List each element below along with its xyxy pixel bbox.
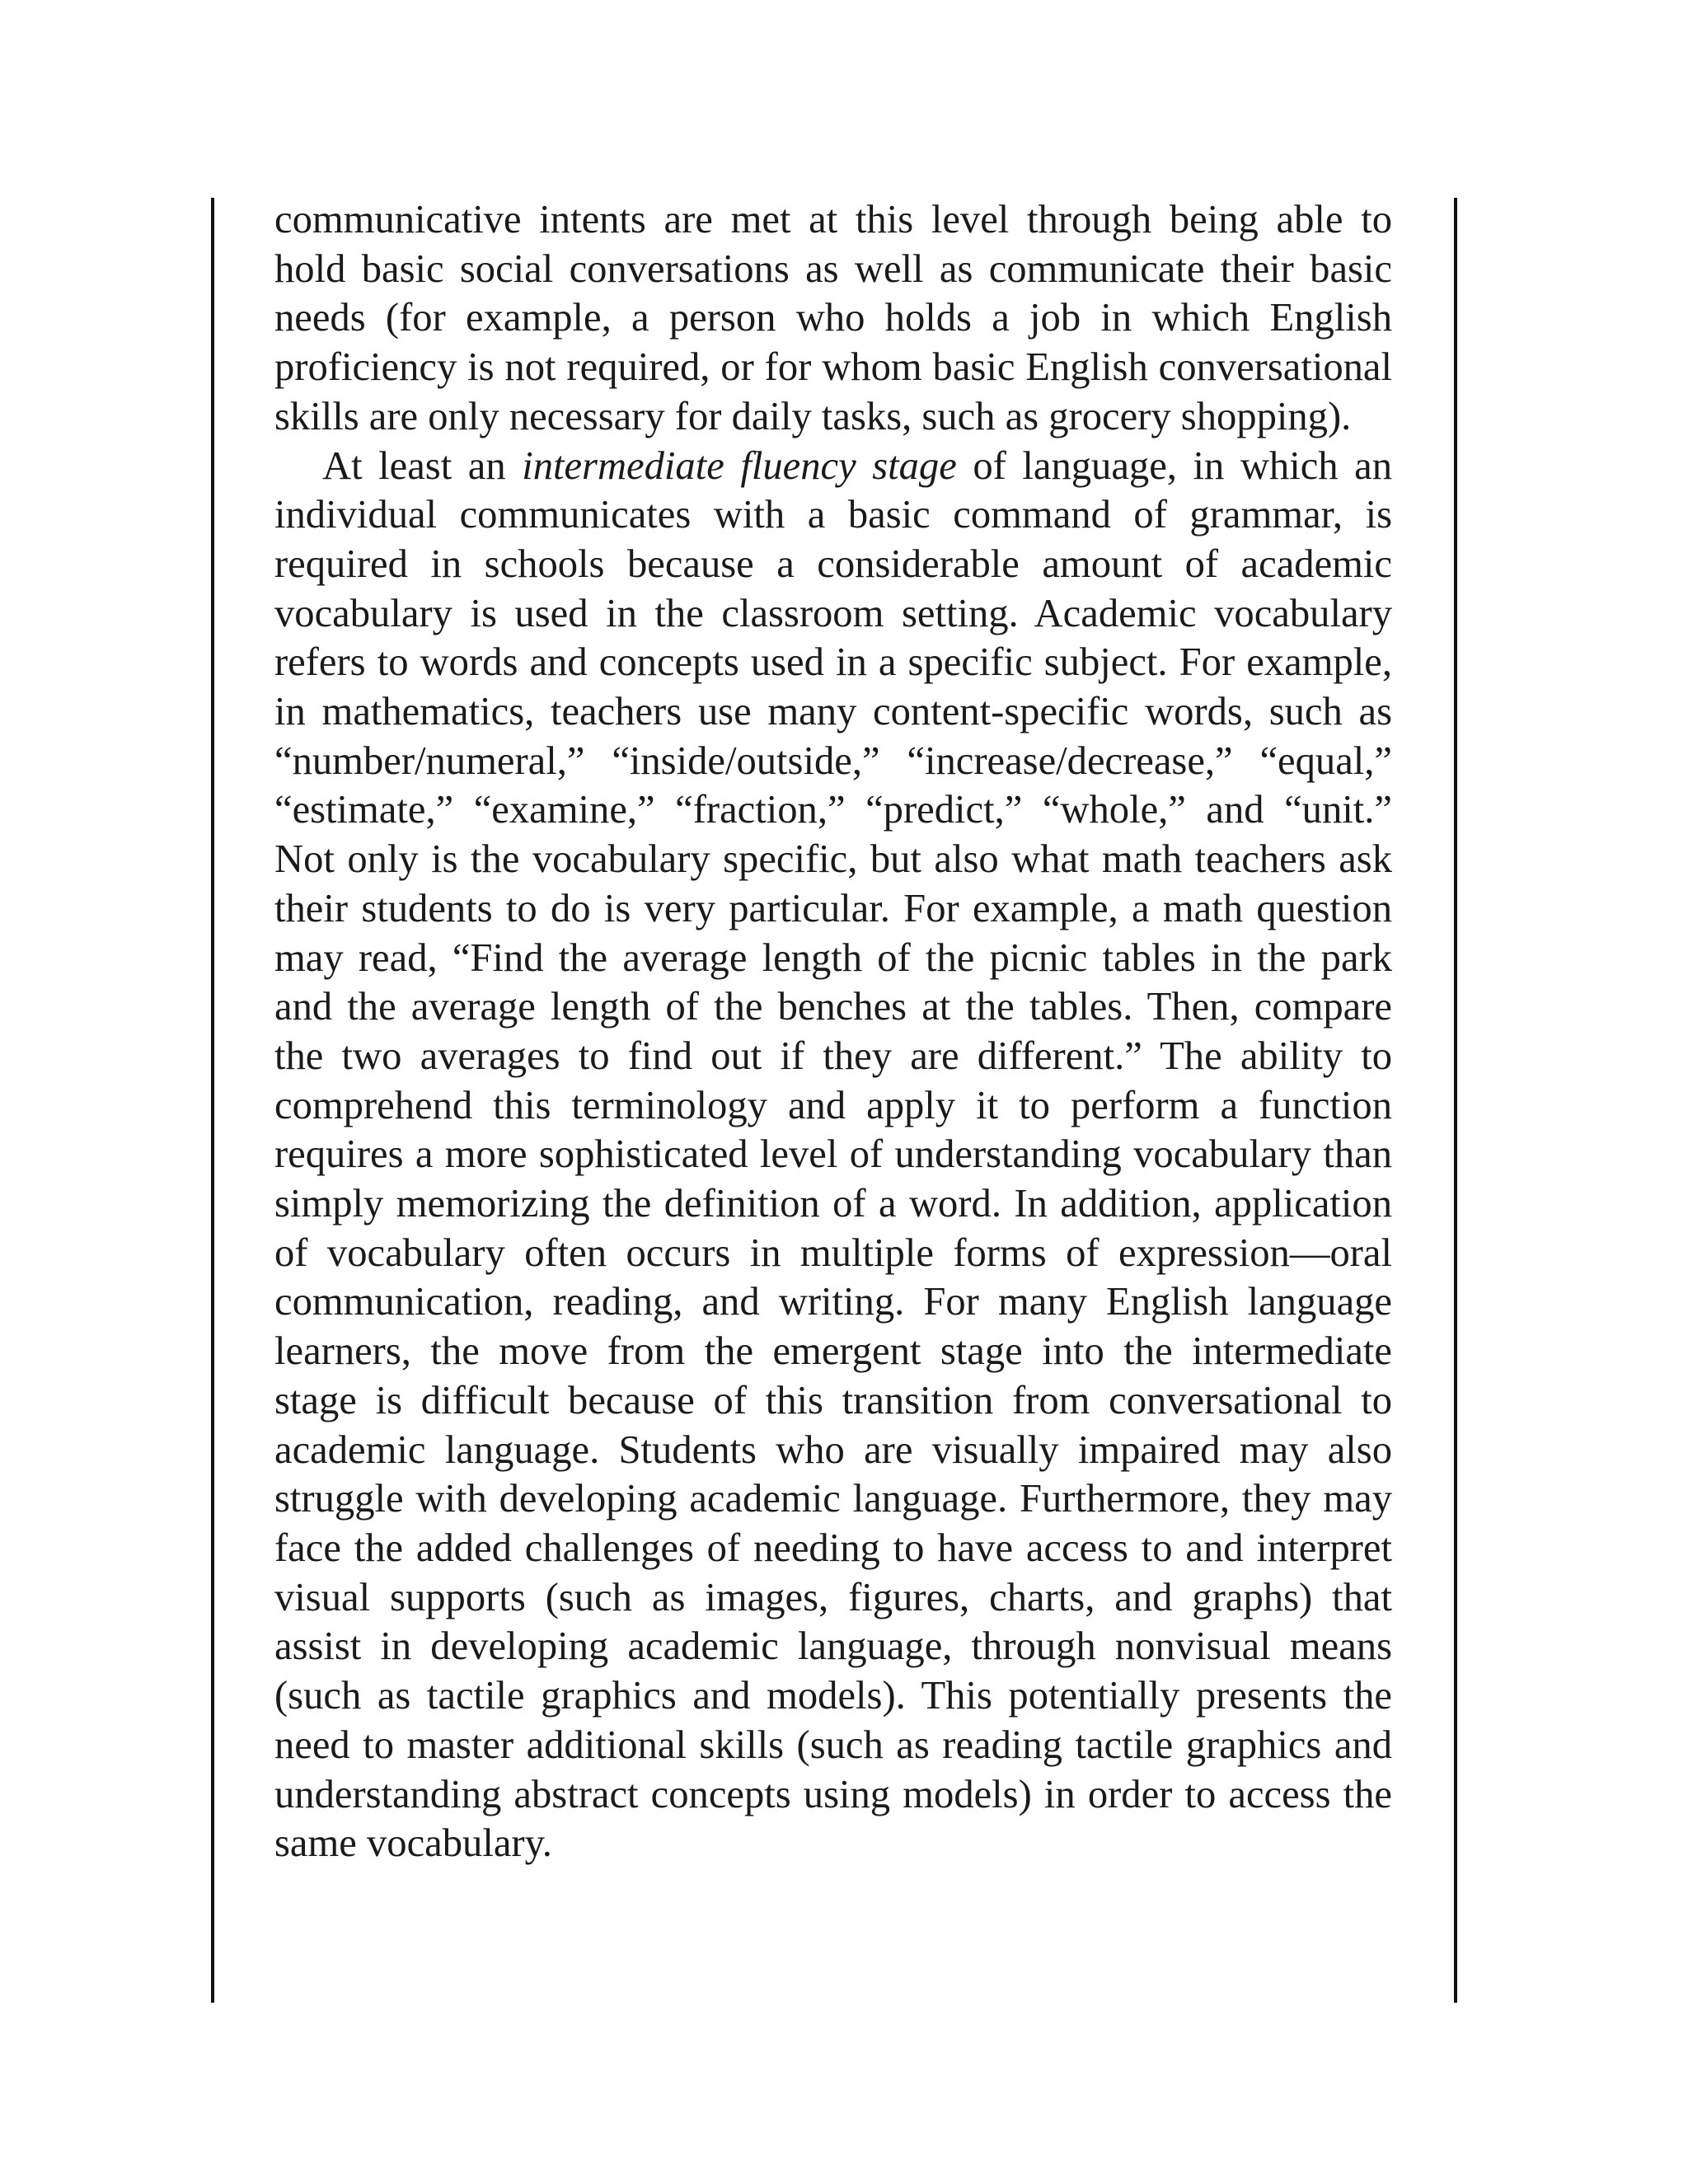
- paragraph-lead: At least an: [322, 443, 523, 488]
- italic-term: intermediate fluency stage: [522, 443, 957, 488]
- paragraph-continuation: communicative intents are met at this level through being able to hold basic social conversations as well as communicate their basic needs (for example, a person who holds a job in which English proficiency is not required, or for whom basic English conversational skills are only necessary for daily tasks, such as grocery shopping).: [274, 197, 1392, 438]
- body-text: [274, 195, 1392, 1868]
- paragraph-body: of language, in which an individual communicates with a basic command of grammar, is required in schools because a considerable amount of academic vocabulary is used in the classroom setting. Academic vocabulary refers to words and concepts used in a specific subject. For example, in mathematics, teachers use many content-specific words, such as “number/numeral,” “inside/outside,” “increase/decrease,” “equal,” “estimate,” “examine,” “fraction,” “predict,” “whole,” and “unit.” Not only is the vocabulary specific, but also what math teachers ask their students to do is very particular. For example, a math question may read, “Find the average length of the picnic tables in the park and the average length of the benches at the tables. Then, compare the two averages to find out if they are different.” The ability to comprehend this terminology and apply it to perform a function requires a more sophisticated level of understanding vocabulary than simply memorizing the definition of a word. In addition, application of vocabulary often occurs in multiple forms of expression—oral communication, reading, and writing. For many English language learners, the move from the emergent stage into the intermediate stage is difficult because of this transition from conversational to academic language. Students who are visually impaired may also struggle with developing academic language. Furthermore, they may face the added challenges of needing to have access to and interpret visual supports (such as images, figures, charts, and graphs) that assist in developing academic language, through nonvisual means (such as tactile graphics and models). This potentially presents the need to master additional skills (such as reading tactile graphics and understanding abstract concepts using models) in order to access the same vocabulary.: [274, 443, 1392, 1866]
- paragraph-intermediate-fluency: [274, 442, 1392, 1868]
- left-margin-rule: [211, 198, 214, 2003]
- right-margin-rule: [1454, 198, 1457, 2003]
